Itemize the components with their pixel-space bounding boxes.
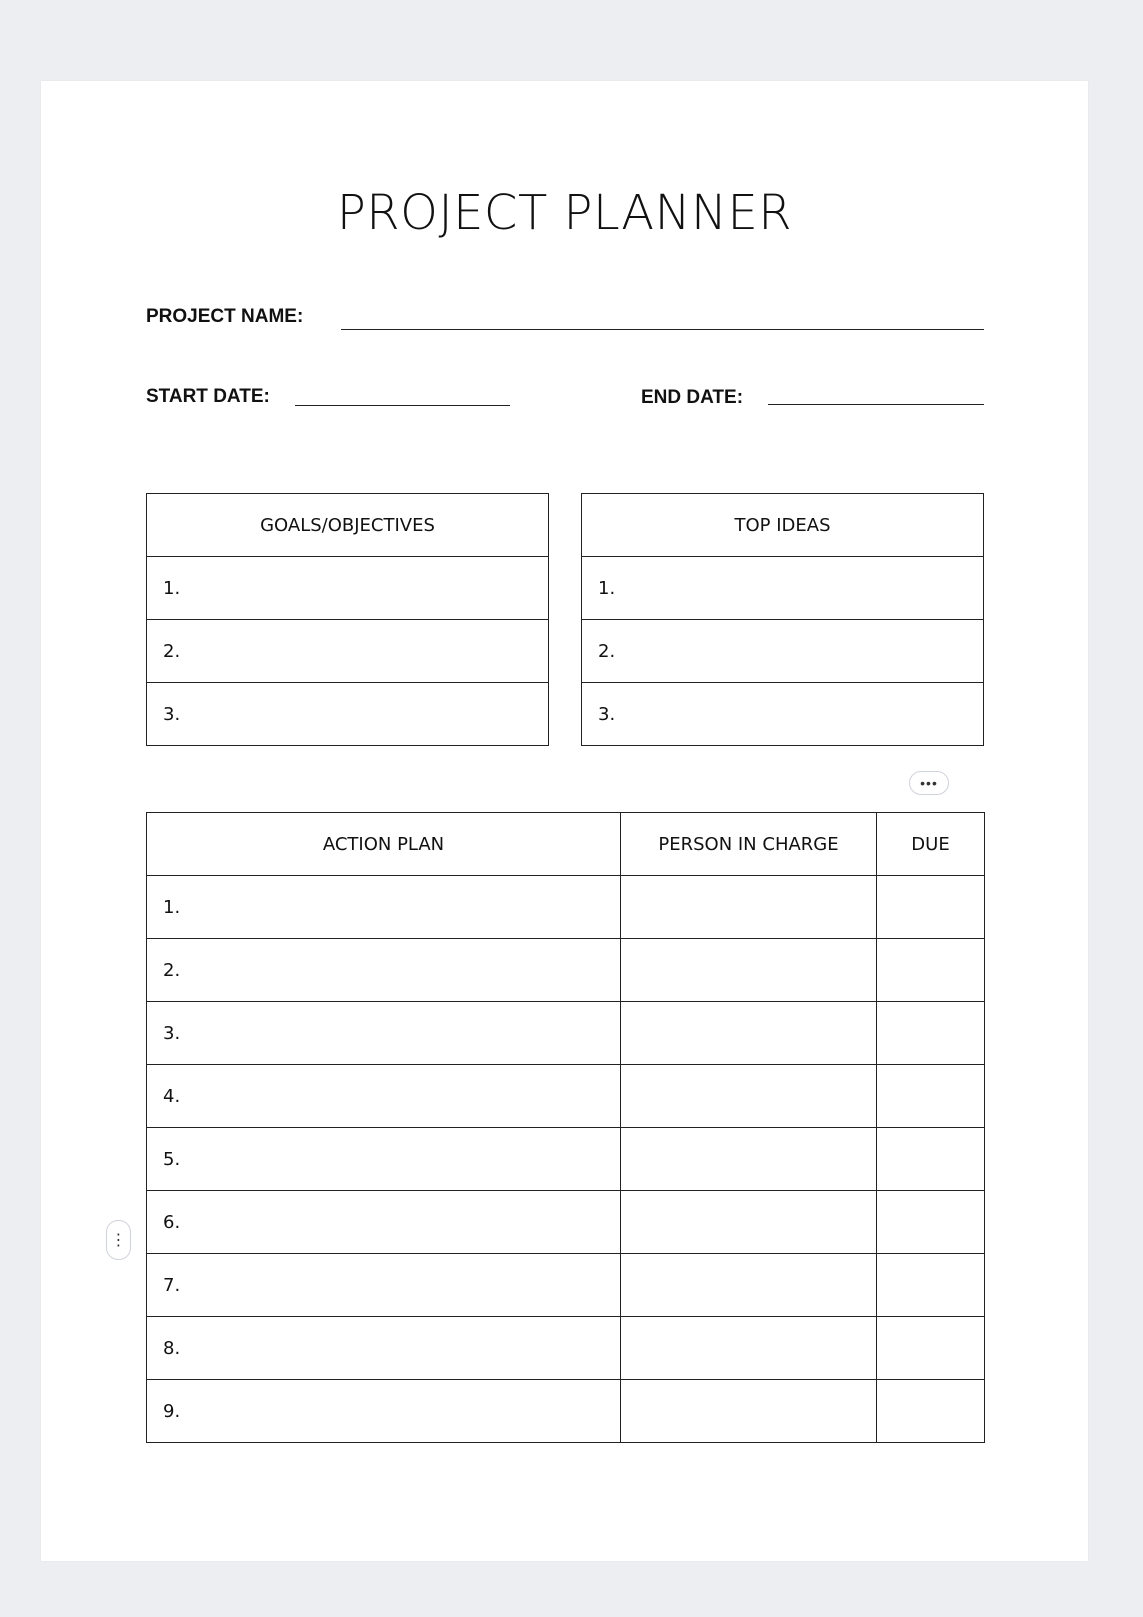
action-row-number: 8. — [147, 1317, 621, 1380]
start-date-line[interactable] — [295, 405, 510, 406]
action-row-number: 1. — [147, 876, 621, 939]
goals-header: GOALS/OBJECTIVES — [147, 494, 549, 557]
ideas-row-number: 3. — [582, 683, 984, 746]
row-handle-button[interactable] — [106, 1220, 131, 1260]
action-row-number: 3. — [147, 1002, 621, 1065]
table-row[interactable] — [147, 1254, 985, 1317]
person-cell[interactable] — [621, 1317, 877, 1380]
action-row-number: 5. — [147, 1128, 621, 1191]
person-cell[interactable] — [621, 1380, 877, 1443]
ideas-row-number: 2. — [582, 620, 984, 683]
table-row[interactable] — [582, 683, 984, 746]
action-row-number: 7. — [147, 1254, 621, 1317]
goals-row-number: 3. — [147, 683, 549, 746]
more-horizontal-icon: ••• — [920, 775, 938, 791]
table-row[interactable] — [147, 1002, 985, 1065]
person-cell[interactable] — [621, 1065, 877, 1128]
page-title: PROJECT PLANNER — [336, 185, 793, 241]
due-cell[interactable] — [877, 939, 985, 1002]
table-row[interactable] — [147, 1380, 985, 1443]
table-row[interactable] — [582, 620, 984, 683]
person-cell[interactable] — [621, 1191, 877, 1254]
person-cell[interactable] — [621, 1254, 877, 1317]
more-vertical-icon: ⋮ — [110, 1232, 127, 1249]
end-date-line[interactable] — [768, 404, 984, 405]
table-row[interactable] — [147, 1317, 985, 1380]
project-name-label: PROJECT NAME: — [146, 306, 304, 327]
document-page — [41, 81, 1088, 1561]
action-plan-header: ACTION PLAN — [147, 813, 621, 876]
ideas-table — [581, 493, 984, 746]
ideas-row-number: 1. — [582, 557, 984, 620]
table-row[interactable] — [147, 939, 985, 1002]
due-cell[interactable] — [877, 1128, 985, 1191]
due-cell[interactable] — [877, 876, 985, 939]
end-date-label: END DATE: — [641, 387, 744, 408]
action-row-number: 9. — [147, 1380, 621, 1443]
goals-row-number: 1. — [147, 557, 549, 620]
person-cell[interactable] — [621, 939, 877, 1002]
table-row[interactable] — [147, 876, 985, 939]
project-name-line[interactable] — [341, 329, 984, 330]
table-row[interactable] — [147, 683, 549, 746]
table-row[interactable] — [147, 557, 549, 620]
table-row[interactable] — [147, 1128, 985, 1191]
ideas-header: TOP IDEAS — [582, 494, 984, 557]
action-row-number: 4. — [147, 1065, 621, 1128]
action-row-number: 6. — [147, 1191, 621, 1254]
table-row[interactable] — [582, 557, 984, 620]
due-cell[interactable] — [877, 1380, 985, 1443]
person-cell[interactable] — [621, 1002, 877, 1065]
table-row[interactable] — [147, 620, 549, 683]
goals-row-number: 2. — [147, 620, 549, 683]
goals-table — [146, 493, 549, 746]
table-row[interactable] — [147, 1065, 985, 1128]
person-cell[interactable] — [621, 1128, 877, 1191]
due-cell[interactable] — [877, 1191, 985, 1254]
due-cell[interactable] — [877, 1065, 985, 1128]
table-row[interactable] — [147, 1191, 985, 1254]
start-date-label: START DATE: — [146, 386, 270, 407]
person-cell[interactable] — [621, 876, 877, 939]
action-plan-table — [146, 812, 985, 1443]
due-header: DUE — [877, 813, 985, 876]
action-row-number: 2. — [147, 939, 621, 1002]
due-cell[interactable] — [877, 1002, 985, 1065]
person-in-charge-header: PERSON IN CHARGE — [621, 813, 877, 876]
due-cell[interactable] — [877, 1317, 985, 1380]
more-options-button[interactable] — [909, 771, 949, 795]
due-cell[interactable] — [877, 1254, 985, 1317]
